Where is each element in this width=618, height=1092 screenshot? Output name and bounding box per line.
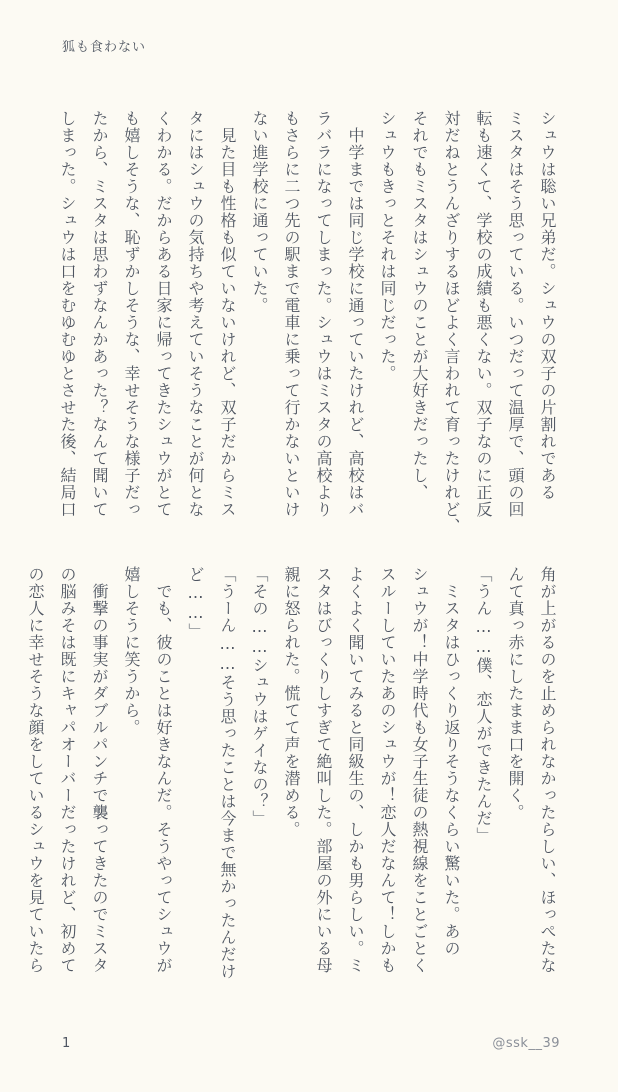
text-line: ミスタはひっくり返りそうなくらい驚いた。あの [442, 566, 461, 957]
page-number: 1 [62, 1036, 71, 1051]
text-line: スルーしていたあのシュウが！恋人だなんて！しかも [378, 566, 397, 974]
text-line: の脳みそは既にキャパオーバーだったけれど、初めて [58, 566, 77, 974]
text-line: 「その……シュウはゲイなの？」 [250, 566, 269, 827]
text-line: 対だねとうんざりするほどよく言われて育ったけれど、 [442, 110, 461, 535]
text-line: もさらに二つ先の駅まで電車に乗って行かないといけ [282, 110, 301, 518]
text-line: ど……」 [186, 566, 205, 640]
text-line: 転も速くて、学校の成績も悪くない。双子なのに正反 [474, 110, 493, 518]
text-line: 親に怒られた。慌てて声を潜める。 [282, 566, 301, 838]
text-line: 「うーん……そう思ったことは今まで無かったんだけ [218, 566, 237, 980]
bottom-text-block [16, 566, 560, 980]
text-line: たから、ミスタは思わずなんかあった？なんて聞いて [90, 110, 109, 518]
text-line: ラバラになってしまった。シュウはミスタの高校より [314, 110, 333, 518]
text-line: シュウが！中学時代も女子生徒の熱視線をことごとく [410, 566, 429, 974]
text-line: シュウもきっとそれは同じだった。 [378, 110, 397, 382]
document-title: 狐も食わない [62, 40, 147, 55]
text-line: の恋人に幸せそうな顔をしているシュウを見ていたら [26, 566, 45, 974]
text-line: 嬉しそうに笑うから。 [122, 566, 141, 736]
text-line: 角が上がるのを止められなかったらしい、ほっぺたな [538, 566, 557, 974]
text-line: しまった。シュウは口をむゆむゆとさせた後、結局口 [58, 110, 77, 518]
text-line: んて真っ赤にしたまま口を開く。 [506, 566, 525, 821]
text-line: 「うん……僕、恋人ができたんだ」 [474, 566, 493, 844]
author-handle: @ssk__39 [492, 1036, 560, 1051]
text-line: でも、彼のことは好きなんだ。そうやってシュウが [154, 566, 173, 974]
text-line: スタはびっくりしすぎて絶叫した。部屋の外にいる母 [314, 566, 333, 974]
text-line: ミスタはそう思っている。いつだって温厚で、頭の回 [506, 110, 525, 518]
text-line: シュウは聡い兄弟だ。シュウの双子の片割れである [538, 110, 557, 501]
text-line: も嬉しそうな、恥ずかしそうな、幸せそうな様子だっ [122, 110, 141, 518]
text-line: タにはシュウの気持ちや考えていそうなことが何とな [186, 110, 205, 518]
text-line: それでもミスタはシュウのことが大好きだったし、 [410, 110, 429, 501]
text-line: くわかる。だからある日家に帰ってきたシュウがとて [154, 110, 173, 518]
text-line: 見た目も性格も似ていないけれど、双子だからミス [218, 110, 237, 518]
text-line: 衝撃の事実がダブルパンチで襲ってきたのでミスタ [90, 566, 109, 974]
text-line: よくよく聞いてみると同級生の、しかも男らしい。ミ [346, 566, 365, 974]
top-text-block [48, 110, 560, 535]
text-line: ない進学校に通っていた。 [250, 110, 269, 314]
text-line: 中学までは同じ学校に通っていたけれど、高校はバ [346, 110, 365, 518]
